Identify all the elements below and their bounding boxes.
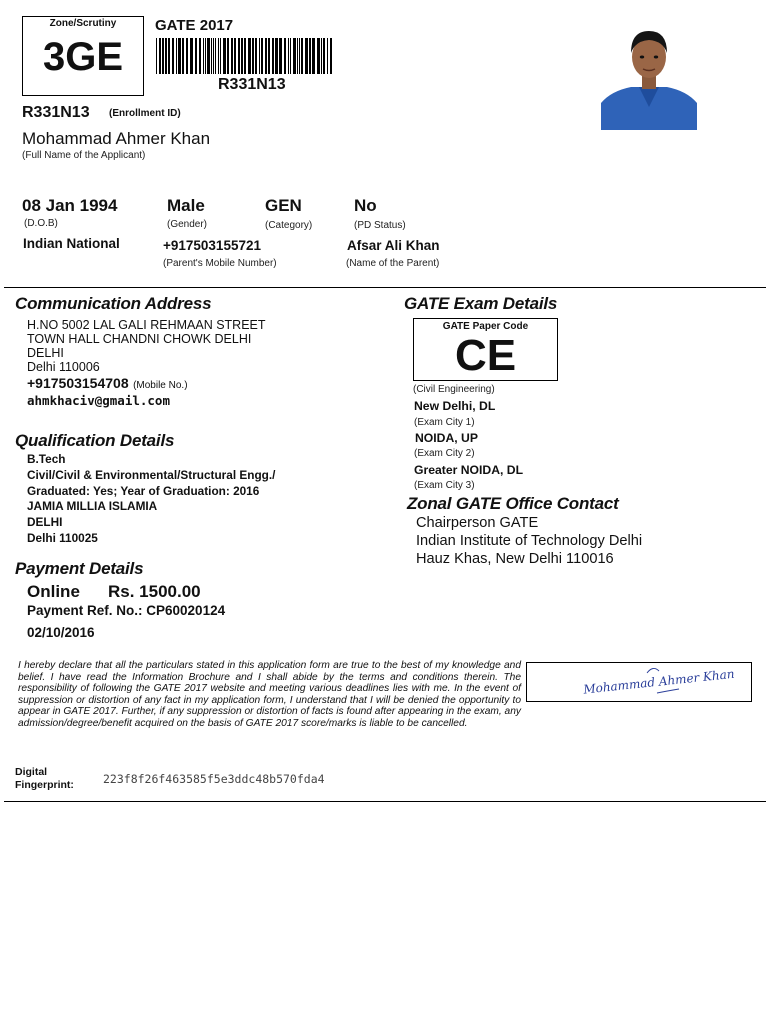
barcode-bar (186, 38, 188, 74)
barcode-bar (248, 38, 251, 74)
parent-name: Afsar Ali Khan (347, 238, 440, 253)
parent-name-label: (Name of the Parent) (346, 258, 440, 269)
paper-code-box (413, 318, 558, 381)
barcode-bar (195, 38, 197, 74)
zonal-office-line: Hauz Khas, New Delhi 110016 (416, 551, 614, 567)
payment-amount: Rs. 1500.00 (108, 582, 201, 601)
exam-city-3-label: (Exam City 3) (414, 480, 475, 491)
barcode-bar (255, 38, 257, 74)
barcode-bar (199, 38, 201, 74)
barcode-bar (272, 38, 274, 74)
barcode-bar (261, 38, 263, 74)
barcode-bar (203, 38, 204, 74)
barcode-bar (162, 38, 164, 74)
barcode-bar (279, 38, 282, 74)
barcode-bar (297, 38, 298, 74)
paper-name: (Civil Engineering) (413, 384, 495, 395)
gender-value: Male (167, 196, 205, 215)
gender-label: (Gender) (167, 219, 208, 230)
barcode-bar (288, 38, 289, 74)
address-line: Delhi 110006 (27, 360, 100, 374)
barcode-bar (207, 38, 210, 74)
fingerprint-label-line: Digital (15, 766, 48, 778)
barcode-bar (190, 38, 193, 74)
barcode-bar (301, 38, 303, 74)
barcode-bar (205, 38, 206, 74)
dob-value: 08 Jan 1994 (22, 196, 118, 215)
barcode-bar (259, 38, 260, 74)
pd-status-value: No (354, 196, 377, 215)
paper-code-label: GATE Paper Code (442, 321, 529, 332)
signature-ink: Mohammad Ahmer Khan (582, 666, 736, 697)
barcode-bar (168, 38, 170, 74)
barcode-bar (290, 38, 291, 74)
payment-date: 02/10/2016 (27, 625, 95, 640)
declaration-text: I hereby declare that all the particulars stated in this application form are true to the best of my knowledge and belief. I have read the Information Brochure and I shall abide by the terms and conditions therein. The responsibility of following the GATE 2017 website and meeting various deadlines lies with me. In the event of suppression or distortion of any fact in my application form, I understand that I will be denied the opportunity to appear in GATE 2017. Further, if any suppression or distortion of facts is found after appearing in the exam, any admission/degree/benefit acquired on the basis of GATE 2017 score/marks is liable to be cancelled. (18, 660, 521, 729)
exam-city-2-label: (Exam City 2) (414, 448, 475, 459)
barcode-bar (317, 38, 320, 74)
applicant-mobile-row (27, 375, 188, 393)
divider-top (4, 287, 766, 288)
barcode-bar (156, 38, 157, 74)
fingerprint-value: 223f8f26f463585f5e3ddc48b570fda4 (103, 772, 325, 786)
barcode-bar (178, 38, 181, 74)
barcode-bar (234, 38, 236, 74)
barcode-bar (330, 38, 332, 74)
qualification-line: Civil/Civil & Environmental/Structural Engg./ (27, 467, 276, 482)
zone-code: 3GE (42, 35, 124, 79)
exam-details-heading: GATE Exam Details (404, 294, 558, 313)
applicant-photo (601, 15, 697, 130)
paper-code: CE (454, 331, 517, 380)
exam-title: GATE 2017 (155, 17, 234, 34)
zonal-office-line: Indian Institute of Technology Delhi (416, 533, 643, 549)
barcode-bar (284, 38, 286, 74)
barcode-bar (182, 38, 184, 74)
address-line: DELHI (27, 346, 64, 360)
barcode-bar (321, 38, 322, 74)
barcode-bar (252, 38, 254, 74)
zone-label: Zone/Scrutiny (49, 18, 117, 29)
barcode-bar (215, 38, 216, 74)
applicant-mobile: +917503154708 (27, 375, 129, 391)
qualification-line: Delhi 110025 (27, 530, 98, 545)
barcode-bar (293, 38, 296, 74)
barcode (155, 38, 335, 74)
dob-label: (D.O.B) (24, 218, 58, 229)
barcode-bar (299, 38, 300, 74)
signature-box (526, 662, 752, 702)
payment-mode: Online (27, 582, 80, 601)
payment-reference: Payment Ref. No.: CP60020124 (27, 603, 226, 618)
enrollment-id: R331N13 (22, 104, 90, 121)
pd-status-label: (PD Status) (354, 220, 406, 231)
divider-bottom (4, 801, 766, 802)
parent-mobile-label: (Parent's Mobile Number) (163, 258, 277, 269)
fingerprint-label (15, 766, 74, 791)
exam-city-3: Greater NOIDA, DL (414, 463, 524, 477)
applicant-name-label: (Full Name of the Applicant) (22, 150, 146, 161)
qualification-line: DELHI (27, 515, 63, 530)
barcode-bar (265, 38, 267, 74)
applicant-mobile-label: (Mobile No.) (133, 380, 188, 391)
barcode-bar (213, 38, 214, 74)
qualification-heading: Qualification Details (15, 431, 175, 450)
qualification-line: JAMIA MILLIA ISLAMIA (27, 499, 158, 514)
zonal-office-heading: Zonal GATE Office Contact (407, 494, 619, 513)
barcode-bar (241, 38, 243, 74)
payment-heading: Payment Details (15, 559, 144, 578)
barcode-bar (220, 38, 221, 74)
barcode-bar (305, 38, 308, 74)
qualification-line: Graduated: Yes; Year of Graduation: 2016 (27, 483, 260, 498)
qualification-line: B.Tech (27, 452, 66, 466)
applicant-name: Mohammad Ahmer Khan (22, 129, 211, 148)
zonal-office-address (416, 514, 642, 568)
barcode-bar (327, 38, 328, 74)
barcode-bar (244, 38, 246, 74)
barcode-bar (268, 38, 270, 74)
barcode-bar (238, 38, 240, 74)
zonal-office-line: Chairperson GATE (416, 515, 539, 531)
barcode-bar (211, 38, 212, 74)
parent-mobile: +917503155721 (163, 238, 261, 253)
barcode-bar (312, 38, 315, 74)
communication-address (27, 318, 266, 374)
qualification-details (27, 452, 275, 547)
zone-box (22, 16, 144, 96)
signature-image (527, 663, 751, 701)
barcode-bar (159, 38, 161, 74)
category-value: GEN (265, 196, 302, 215)
category-label: (Category) (265, 220, 313, 231)
barcode-bar (231, 38, 233, 74)
exam-city-1: New Delhi, DL (414, 399, 496, 413)
exam-city-2: NOIDA, UP (415, 431, 478, 445)
barcode-bar (176, 38, 177, 74)
exam-city-1-label: (Exam City 1) (414, 417, 475, 428)
barcode-bar (323, 38, 325, 74)
barcode-bar (227, 38, 229, 74)
barcode-bar (223, 38, 226, 74)
fingerprint-label-line: Fingerprint: (15, 778, 74, 791)
barcode-text: R331N13 (218, 76, 286, 93)
nationality: Indian National (23, 236, 120, 251)
barcode-bar (275, 38, 278, 74)
barcode-bar (172, 38, 174, 74)
communication-address-heading: Communication Address (15, 294, 212, 313)
address-line: H.NO 5002 LAL GALI REHMAAN STREET (27, 318, 266, 332)
address-line: TOWN HALL CHANDNI CHOWK DELHI (27, 332, 252, 346)
enrollment-id-label: (Enrollment ID) (109, 108, 181, 119)
barcode-bar (309, 38, 311, 74)
barcode-bar (218, 38, 219, 74)
barcode-bar (165, 38, 167, 74)
applicant-email: ahmkhaciv@gmail.com (27, 393, 170, 408)
